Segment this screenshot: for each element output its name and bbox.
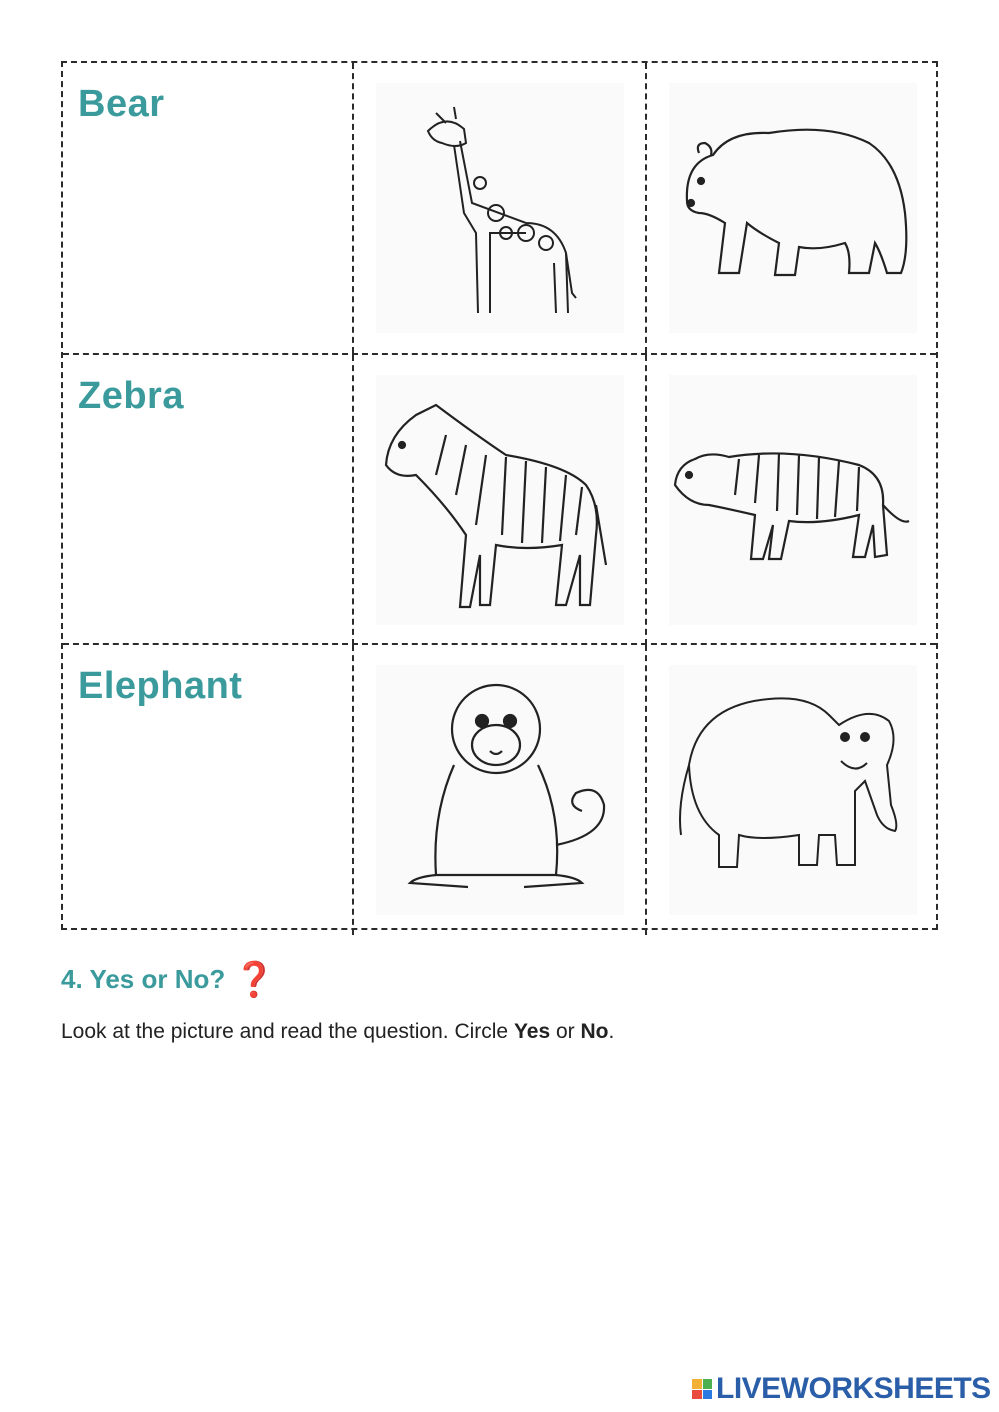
- tiger-picture[interactable]: [669, 375, 917, 625]
- section-title-text: 4. Yes or No?: [61, 964, 226, 994]
- elephant-icon: [669, 665, 917, 915]
- or-word: or: [550, 1020, 581, 1043]
- instructions: [61, 1020, 614, 1044]
- bear-picture[interactable]: [669, 83, 917, 333]
- section-title: [61, 960, 276, 1000]
- word-label: Zebra: [78, 375, 184, 417]
- question-mark-icon: ❓: [233, 961, 276, 999]
- word-cell: [63, 63, 354, 353]
- picture-cell[interactable]: [647, 355, 938, 645]
- zebra-icon: [376, 375, 624, 625]
- picture-cell[interactable]: [647, 645, 938, 935]
- elephant-picture[interactable]: [669, 665, 917, 915]
- monkey-icon: [376, 665, 624, 915]
- table-row: [63, 643, 936, 935]
- table-row: [63, 353, 936, 645]
- bear-icon: [669, 83, 917, 333]
- word-label: Bear: [78, 83, 165, 125]
- table-row: [63, 63, 936, 353]
- yes-word: Yes: [513, 1020, 551, 1043]
- picture-cell[interactable]: [354, 645, 647, 935]
- no-word: No: [580, 1020, 609, 1043]
- monkey-picture[interactable]: [376, 665, 624, 915]
- instruction-text: Look at the picture and read the question. Circle: [61, 1020, 514, 1043]
- picture-cell[interactable]: [354, 63, 647, 353]
- picture-cell[interactable]: [354, 355, 647, 645]
- giraffe-picture[interactable]: [376, 83, 624, 333]
- brand-logo: [692, 1372, 991, 1406]
- giraffe-icon: [376, 83, 624, 333]
- word-cell: [63, 645, 354, 935]
- word-label: Elephant: [78, 665, 243, 707]
- picture-cell[interactable]: [647, 63, 938, 353]
- tiger-icon: [669, 375, 917, 625]
- instruction-suffix: .: [608, 1020, 615, 1043]
- zebra-picture[interactable]: [376, 375, 624, 625]
- liveworksheets-logo-icon: [692, 1379, 712, 1399]
- brand-name: LIVEWORKSHEETS: [716, 1372, 991, 1405]
- word-cell: [63, 355, 354, 645]
- matching-table: [61, 61, 938, 930]
